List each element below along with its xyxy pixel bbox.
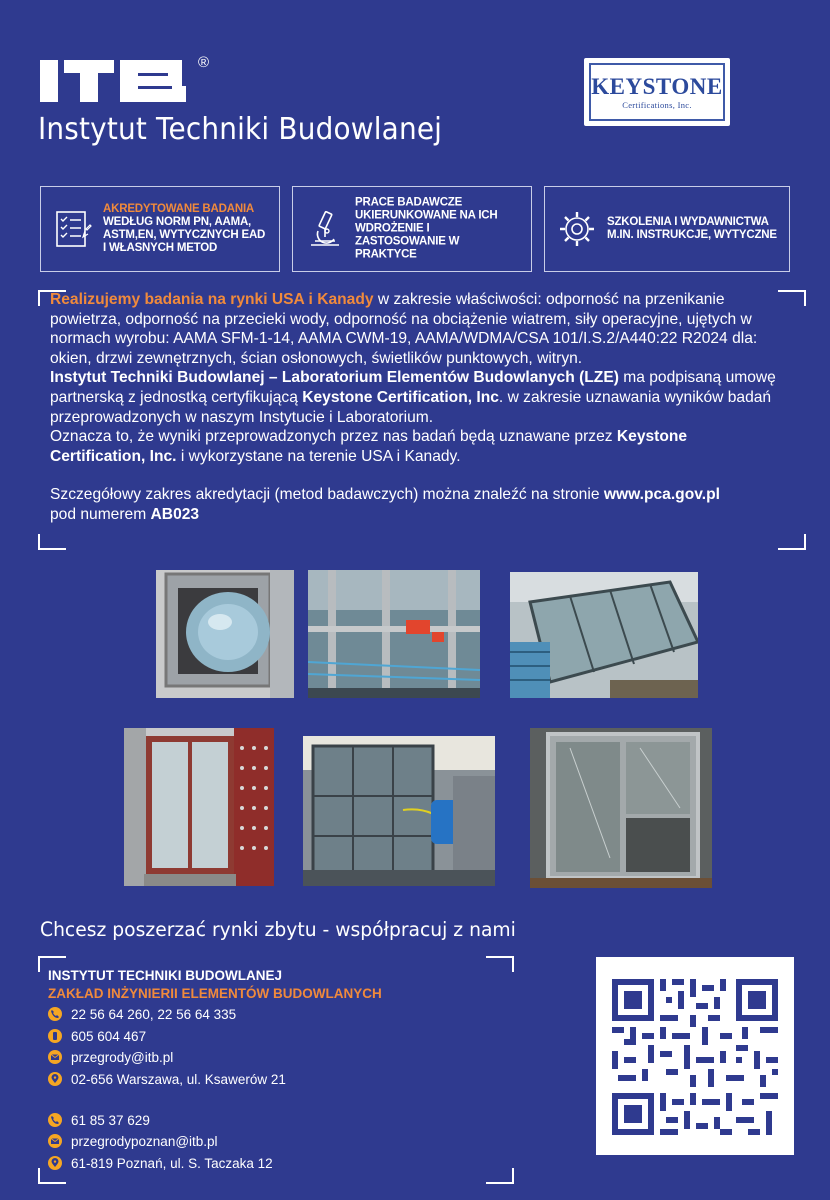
location-icon <box>48 1072 62 1086</box>
itb-logo <box>40 54 210 104</box>
photo-window-test-round <box>156 570 294 698</box>
photo-glass-frame-clamp <box>308 570 480 698</box>
mail-icon <box>48 1134 62 1148</box>
keystone-logo-sub: Certifications, Inc. <box>622 100 692 110</box>
bracket-corner <box>38 534 66 550</box>
paragraph-partnership: Instytut Techniki Budowlanej – Laboratorium Elementów Budowlanych (LZE) ma podpisaną umowę partnerską z jednostką certyfikującą Keystone Certification, Inc. w zakresie uznawania wyników badań przeprowadzonych w naszym Instytucie i Laboratorium. <box>50 369 776 426</box>
contact-email-poznan[interactable]: przegrodypoznan@itb.pl <box>48 1133 218 1151</box>
photo-double-window <box>124 728 274 886</box>
keystone-logo <box>584 58 730 126</box>
photo-curtain-wall-test <box>303 736 495 886</box>
contact-phone[interactable]: 22 56 64 260, 22 56 64 335 <box>48 1006 236 1024</box>
contact-email[interactable]: przegrody@itb.pl <box>48 1049 173 1067</box>
bracket-corner <box>486 956 514 972</box>
gear-icon <box>557 209 597 249</box>
bracket-corner <box>486 1168 514 1184</box>
org-department: ZAKŁAD INŻYNIERII ELEMENTÓW BUDOWLANYCH <box>48 986 382 1001</box>
main-text <box>50 290 782 525</box>
institute-name: Instytut Techniki Budowlanej <box>38 112 443 147</box>
bracket-corner <box>778 290 806 306</box>
contact-phone-poznan[interactable]: 61 85 37 629 <box>48 1112 150 1130</box>
paragraph-markets: Realizujemy badania na rynki USA i Kanady w zakresie właściwości: odporność na przenikanie powietrza, odporność na przecieki wody, odporność na obciążenie wiatrem, siły operacyjne, ujętych w normach wyrobu: AAMA SFM-1-14, AAMA CWM-19, AAMA/WDMA/CSA 101/I.S.2/A440:22 R2024 dla: okien, drzwi zewnętrznych, ścian osłonowych, świetlików punktowych, witryn. <box>50 291 758 367</box>
phone-icon <box>48 1113 62 1127</box>
feature-research <box>292 186 532 272</box>
cta-headline: Chcesz poszerzać rynki zbytu - współpracuj z nami <box>40 918 516 941</box>
mail-icon <box>48 1050 62 1064</box>
photo-tilted-facade-rig <box>510 572 698 698</box>
paragraph-accreditation: Szczegółowy zakres akredytacji (metod badawczych) można znaleźć na stronie www.pca.gov.pl pod numerem AB023 <box>50 486 720 523</box>
phone-icon <box>48 1007 62 1021</box>
registered-mark: ® <box>198 54 210 71</box>
org-name: INSTYTUT TECHNIKI BUDOWLANEJ <box>48 968 282 983</box>
feature-accreditation <box>40 186 280 272</box>
qr-code-pattern <box>596 957 794 1155</box>
location-icon <box>48 1156 62 1170</box>
qr-code[interactable] <box>596 957 794 1155</box>
paragraph-recognition: Oznacza to, że wyniki przeprowadzonych przez nas badań będą uznawane przez Keystone Certification, Inc. i wykorzystane na terenie USA i Kanady. <box>50 428 688 465</box>
microscope-icon <box>305 209 345 249</box>
mobile-icon <box>48 1029 62 1043</box>
contact-mobile[interactable]: 605 604 467 <box>48 1028 146 1046</box>
feature-training <box>544 186 790 272</box>
contact-address-poznan: 61-819 Poznań, ul. S. Taczaka 12 <box>48 1155 273 1173</box>
itb-logo-mark <box>40 58 198 104</box>
feature-text: AKREDYTOWANE BADANIA WEDŁUG NORM PN, AAMA, ASTM,EN, WYTYCZNYCH EAD I WŁASNYCH METOD <box>103 203 266 254</box>
bracket-corner <box>778 534 806 550</box>
feature-text: PRACE BADAWCZE UKIERUNKOWANE NA ICH WDROŻENIE I ZASTOSOWANIE W PRAKTYCE <box>355 196 498 261</box>
keystone-logo-word: KEYSTONE <box>591 74 723 99</box>
pca-link[interactable]: www.pca.gov.pl <box>603 486 720 504</box>
feature-text: SZKOLENIA I WYDAWNICTWA M.IN. INSTRUKCJE, WYTYCZNE <box>607 216 777 241</box>
photo-door-test <box>530 728 712 888</box>
contact-organization <box>48 967 382 1003</box>
contact-address: 02-656 Warszawa, ul. Ksawerów 21 <box>48 1071 286 1089</box>
checklist-icon <box>53 209 93 249</box>
